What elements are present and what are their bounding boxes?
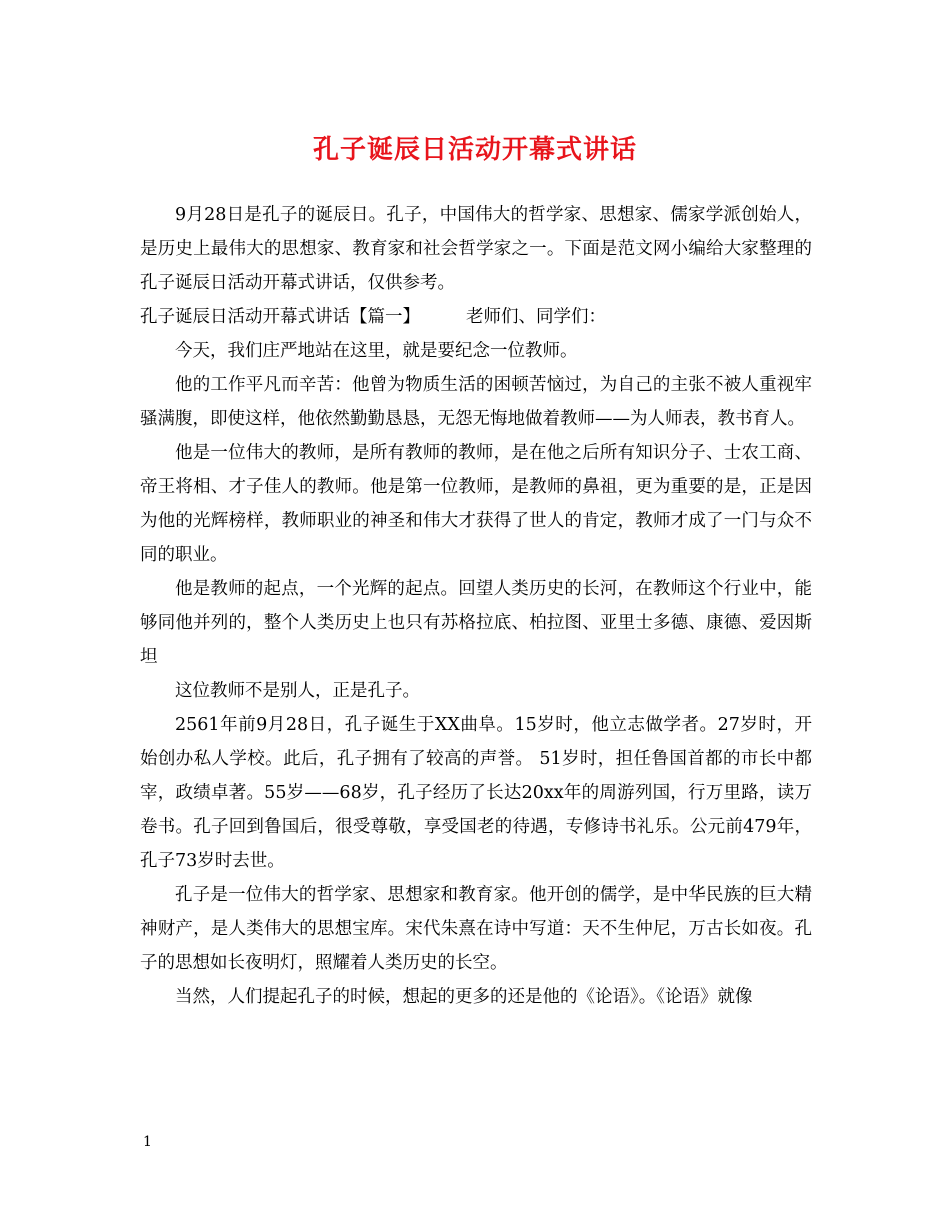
- body-paragraph: 他是教师的起点，一个光辉的起点。回望人类历史的长河，在教师这个行业中，能够同他并列的，整个人类历史上也只有苏格拉底、柏拉图、亚里士多德、康德、爱因斯坦: [140, 579, 812, 667]
- document-title: 孔子诞辰日活动开幕式讲话: [312, 135, 637, 165]
- body-paragraph: 今天，我们庄严地站在这里，就是要纪念一位教师。: [175, 341, 578, 361]
- section-heading: 孔子诞辰日活动开幕式讲话【篇一】: [140, 307, 420, 327]
- salutation: 老师们、同学们：: [466, 307, 606, 327]
- body-paragraph: 他是一位伟大的教师，是所有教师的教师，是在他之后所有知识分子、士农工商、帝王将相、才子佳人的教师。他是第一位教师，是教师的鼻祖，更为重要的是，正是因为他的光辉榜样，教师职业的神圣和伟大才获得了世人的肯定，教师才成了一门与众不同的职业。: [140, 443, 812, 565]
- body-paragraph: 当然，人们提起孔子的时候，想起的更多的还是他的《论语》。《论语》就像: [175, 987, 753, 1007]
- page-number: 1: [143, 1134, 152, 1150]
- document-body: [140, 198, 812, 1014]
- body-paragraph: 2561年前9月28日，孔子诞生于XX曲阜。15岁时，他立志做学者。27岁时，开始创办私人学校。此后，孔子拥有了较高的声誉。 51岁时，担任鲁国首都的市长中都宰，政绩卓著。55岁——68岁，孔子经历了长达20xx年的周游列国，行万里路，读万卷书。孔子回到鲁国后，很受尊敬，享受国老的待遇，专修诗书礼乐。公元前479年，孔子73岁时去世。: [140, 715, 812, 871]
- body-paragraph: 孔子是一位伟大的哲学家、思想家和教育家。他开创的儒学，是中华民族的巨大精神财产，是人类伟大的思想宝库。宋代朱熹在诗中写道：天不生仲尼，万古长如夜。孔子的思想如长夜明灯，照耀着人类历史的长空。: [140, 885, 812, 973]
- section-heading-line: [140, 300, 812, 334]
- body-paragraph: 这位教师不是别人，正是孔子。: [175, 681, 420, 701]
- body-paragraph: 他的工作平凡而辛苦：他曾为物质生活的困顿苦恼过，为自己的主张不被人重视牢骚满腹，即使这样，他依然勤勤恳恳，无怨无悔地做着教师——为人师表，教书育人。: [140, 375, 812, 429]
- intro-paragraph: 9月28日是孔子的诞辰日。孔子，中国伟大的哲学家、思想家、儒家学派创始人，是历史上最伟大的思想家、教育家和社会哲学家之一。下面是范文网小编给大家整理的孔子诞辰日活动开幕式讲话，仅供参考。: [140, 205, 812, 293]
